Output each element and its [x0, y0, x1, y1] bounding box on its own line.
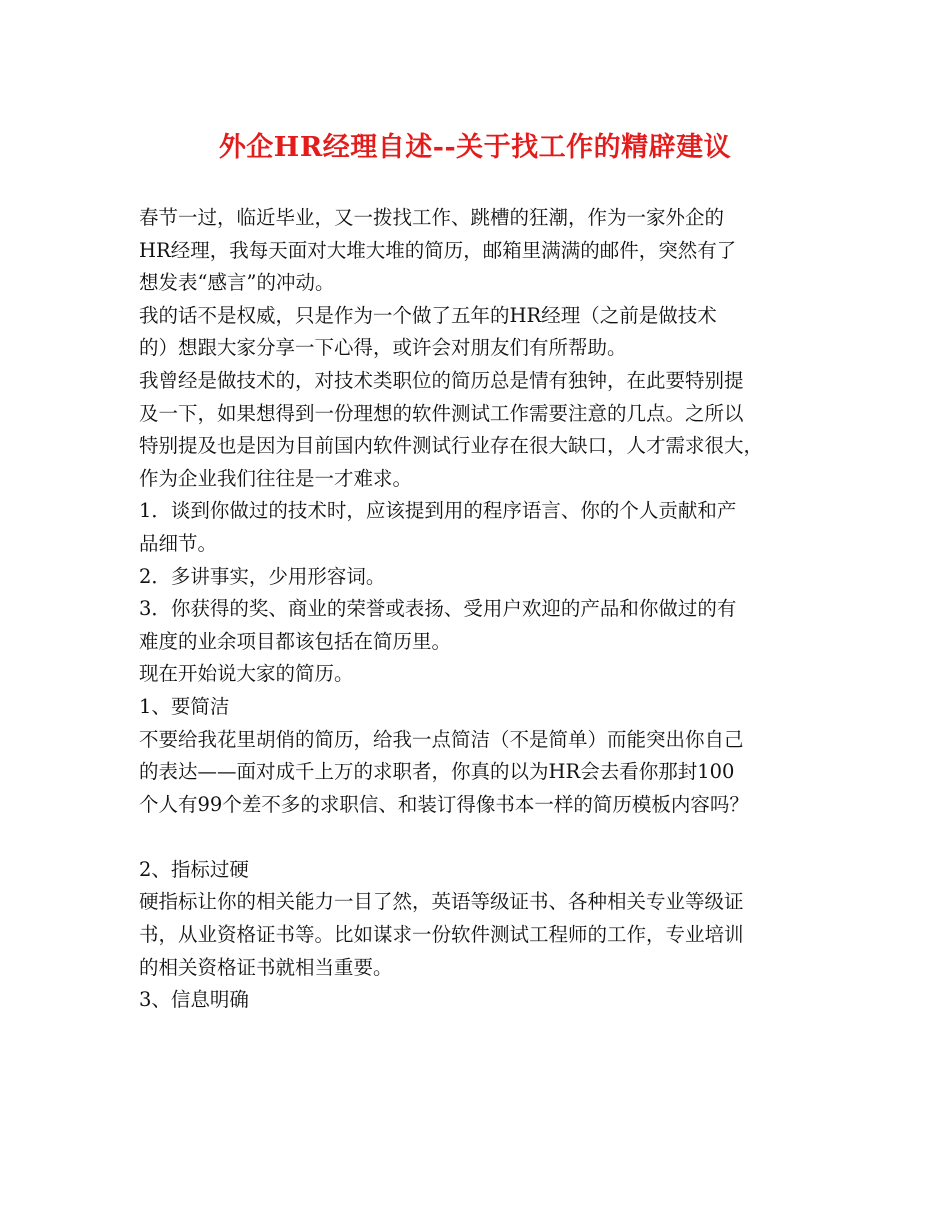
text-line: 难度的业余项目都该包括在简历里。 [139, 629, 452, 653]
text-line: 的）想跟大家分享一下心得，或许会对朋友们有所帮助。 [139, 336, 627, 360]
text-line: 3．你获得的奖、商业的荣誉或表扬、受用户欢迎的产品和你做过的有 [139, 597, 737, 621]
text-line: 3、信息明确 [139, 988, 249, 1012]
text-line: 1．谈到你做过的技术时，应该提到用的程序语言、你的个人贡献和产 [139, 499, 737, 523]
text-line: 现在开始说大家的简历。 [139, 662, 354, 686]
text-line: 品细节。 [139, 531, 218, 555]
text-line: 1、要简洁 [139, 694, 230, 718]
text-line: HR经理，我每天面对大堆大堆的简历，邮箱里满满的邮件，突然有了 [139, 238, 737, 262]
text-line: 个人有99个差不多的求职信、和装订得像书本一样的简历模板内容吗？ [139, 792, 749, 816]
document-title: 外企HR经理自述--关于找工作的精辟建议 [218, 132, 732, 163]
text-line: 作为企业我们往往是一才难求。 [139, 466, 413, 490]
text-line: 春节一过，临近毕业，又一拨找工作、跳槽的狂潮，作为一家外企的 [139, 206, 725, 229]
text-line: 2、指标过硬 [139, 857, 249, 881]
blank-line [139, 821, 829, 854]
text-line: 我的话不是权威，只是作为一个做了五年的HR经理（之前是做技术 [139, 303, 717, 327]
text-line: 我曾经是做技术的，对技术类职位的简历总是情有独钟，在此要特别提 [139, 368, 744, 392]
document-body [139, 202, 829, 1017]
text-line: 硬指标让你的相关能力一目了然，英语等级证书、各种相关专业等级证 [139, 890, 744, 914]
text-line: 特别提及也是因为目前国内软件测试行业存在很大缺口，人才需求很大， [139, 434, 764, 458]
text-line: 2．多讲事实，少用形容词。 [139, 564, 386, 588]
text-line: 书，从业资格证书等。比如谋求一份软件测试工程师的工作，专业培训 [139, 923, 744, 947]
text-line: 的相关资格证书就相当重要。 [139, 955, 393, 979]
text-line: 及一下，如果想得到一份理想的软件测试工作需要注意的几点。之所以 [139, 401, 744, 425]
text-line: 的表达——面对成千上万的求职者，你真的以为HR会去看你那封100 [139, 760, 735, 784]
text-line: 想发表“感言”的冲动。 [139, 271, 335, 295]
text-line: 不要给我花里胡俏的简历，给我一点简洁（不是简单）而能突出你自己 [139, 727, 744, 751]
